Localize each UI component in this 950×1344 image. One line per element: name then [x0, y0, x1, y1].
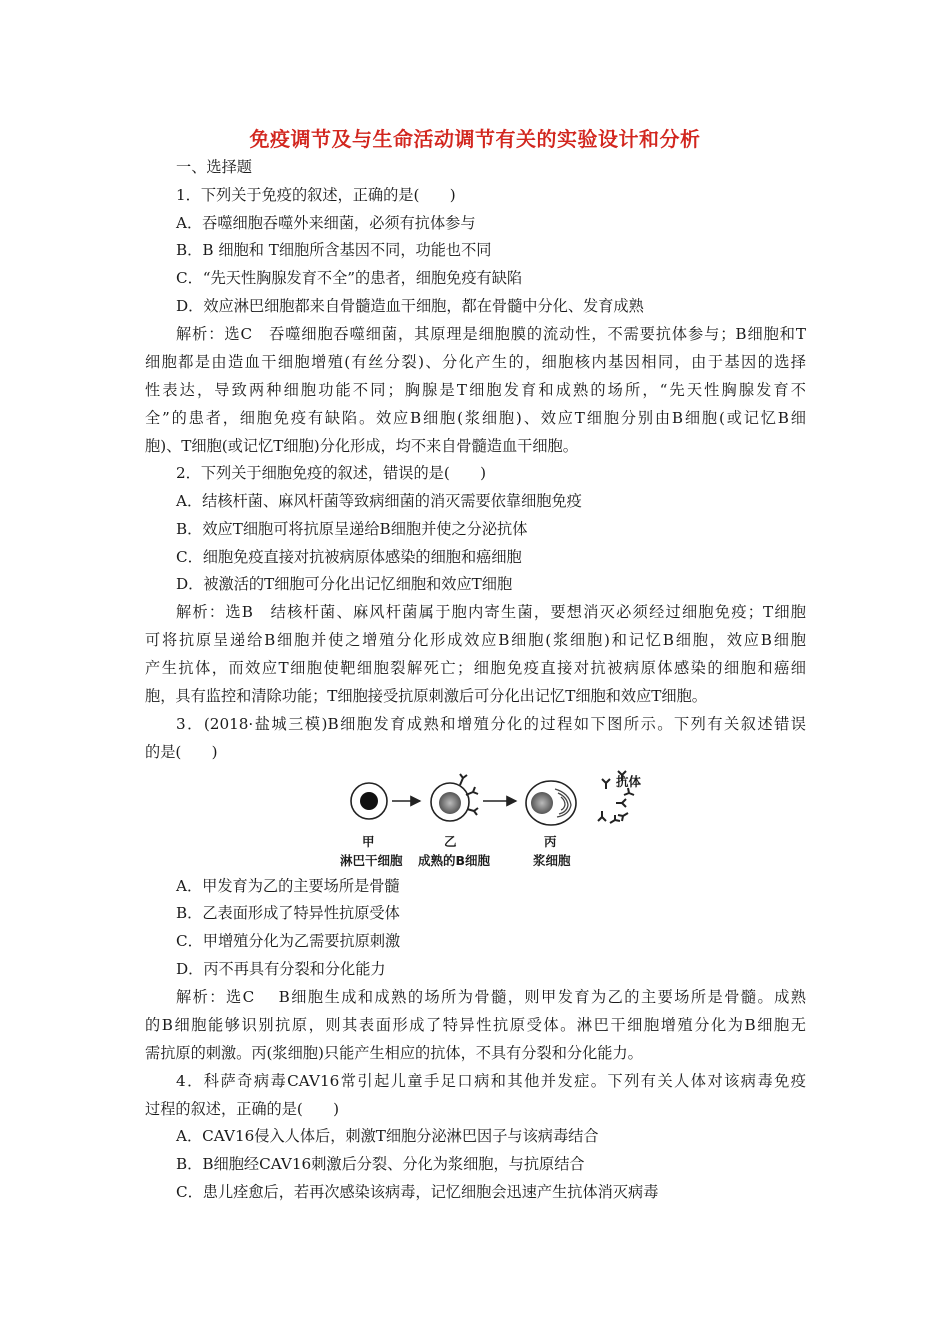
q2-analysis-line: 胞，具有监控和清除功能；T细胞接受抗原刺激后可分化出记忆T细胞和效应T细胞。 [145, 687, 707, 705]
q1-analysis-line: 胞)、T细胞(或记忆T细胞)分化形成，均不来自骨髓造血干细胞。 [145, 437, 578, 455]
cell-desc-label: 成熟的B细胞 [418, 853, 491, 868]
section-heading: 一、选择题 [176, 158, 252, 176]
b-cell-diagram [340, 765, 650, 867]
q2-option-d: D．被激活的T细胞可分化出记忆细胞和效应T细胞 [176, 575, 513, 593]
antibody-label: 抗体 [616, 774, 642, 789]
q2-option-a: A．结核杆菌、麻风杆菌等致病细菌的消灭需要依靠细胞免疫 [176, 492, 582, 510]
q4-stem-line: 4．科萨奇病毒CAV16常引起儿童手足口病和其他并发症。下列有关人体对该病毒免疫 [176, 1072, 806, 1090]
q1-analysis-line: 性表达，导致两种细胞功能不同；胸腺是T细胞发育和成熟的场所，“先天性胸腺发育不 [145, 381, 806, 399]
stem-cell-icon [351, 783, 387, 819]
q3-stem-line: 3．(2018·盐城三模)B细胞发育成熟和增殖分化的过程如下图所示。下列有关叙述错误 [176, 715, 806, 733]
q2-analysis-line: 解析：选B 结核杆菌、麻风杆菌属于胞内寄生菌，要想消灭必须经过细胞免疫；T细胞 [176, 603, 806, 621]
q1-analysis-line: 细胞都是由造血干细胞增殖(有丝分裂)、分化产生的，细胞核内基因相同，由于基因的选择 [145, 353, 806, 371]
cell-name-label: 丙 [544, 834, 557, 849]
q3-analysis-line: 的B细胞能够识别抗原，则其表面形成了特异性抗原受体。淋巴干细胞增殖分化为B细胞无 [145, 1016, 806, 1034]
q2-analysis-line: 可将抗原呈递给B细胞并使之增殖分化形成效应B细胞(浆细胞)和记忆B细胞，效应B细胞 [145, 631, 806, 649]
q4-stem-line: 过程的叙述，正确的是( ) [145, 1100, 340, 1118]
q2-analysis-line: 产生抗体，而效应T细胞使靶细胞裂解死亡；细胞免疫直接对抗被病原体感染的细胞和癌细 [145, 659, 806, 677]
q3-stem-line: 的是( ) [145, 743, 218, 761]
cell-name-label: 甲 [362, 834, 375, 849]
q2-stem: 2．下列关于细胞免疫的叙述，错误的是( ) [176, 464, 487, 482]
mature-b-cell-icon [431, 774, 478, 821]
q3-analysis-line: 需抗原的刺激。丙(浆细胞)只能产生相应的抗体，不具有分裂和分化能力。 [145, 1044, 643, 1062]
cell-name-label: 乙 [444, 834, 457, 849]
q3-option-b: B．乙表面形成了特异性抗原受体 [176, 904, 400, 922]
q2-option-c: C．细胞免疫直接对抗被病原体感染的细胞和癌细胞 [176, 548, 522, 566]
q1-stem: 1．下列关于免疫的叙述，正确的是( ) [176, 186, 456, 204]
q3-analysis-line: 解析：选C B细胞生成和成熟的场所为骨髓，则甲发育为乙的主要场所是骨髓。成熟 [176, 988, 806, 1006]
q2-option-b: B．效应T细胞可将抗原呈递给B细胞并使之分泌抗体 [176, 520, 528, 538]
q1-option-d: D．效应淋巴细胞都来自骨髓造血干细胞，都在骨髓中分化、发育成熟 [176, 297, 644, 315]
q1-option-c: C．“先天性胸腺发育不全”的患者，细胞免疫有缺陷 [176, 269, 523, 287]
cell-desc-label: 浆细胞 [533, 853, 571, 868]
q1-analysis-line: 解析：选C 吞噬细胞吞噬细菌，其原理是细胞膜的流动性，不需要抗体参与；B细胞和T [176, 325, 806, 343]
q1-option-b: B．B 细胞和 T细胞所含基因不同，功能也不同 [176, 241, 492, 259]
q1-analysis-line: 全”的患者，细胞免疫有缺陷。效应B细胞(浆细胞)、效应T细胞分别由B细胞(或记忆B细 [145, 409, 806, 427]
plasma-cell-icon [526, 781, 576, 825]
q1-option-a: A．吞噬细胞吞噬外来细菌，必须有抗体参与 [176, 214, 476, 232]
q4-option-b: B．B细胞经CAV16刺激后分裂、分化为浆细胞，与抗原结合 [176, 1155, 585, 1173]
q3-option-a: A．甲发育为乙的主要场所是骨髓 [176, 877, 400, 895]
page-title: 免疫调节及与生命活动调节有关的实验设计和分析 [249, 127, 701, 151]
cell-desc-label: 淋巴干细胞 [340, 853, 403, 868]
q3-option-d: D．丙不再具有分裂和分化能力 [176, 960, 386, 978]
q4-option-a: A．CAV16侵入人体后，刺激T细胞分泌淋巴因子与该病毒结合 [176, 1127, 599, 1145]
q3-option-c: C．甲增殖分化为乙需要抗原刺激 [176, 932, 401, 950]
q4-option-c: C．患儿痊愈后，若再次感染该病毒，记忆细胞会迅速产生抗体消灭病毒 [176, 1183, 659, 1201]
